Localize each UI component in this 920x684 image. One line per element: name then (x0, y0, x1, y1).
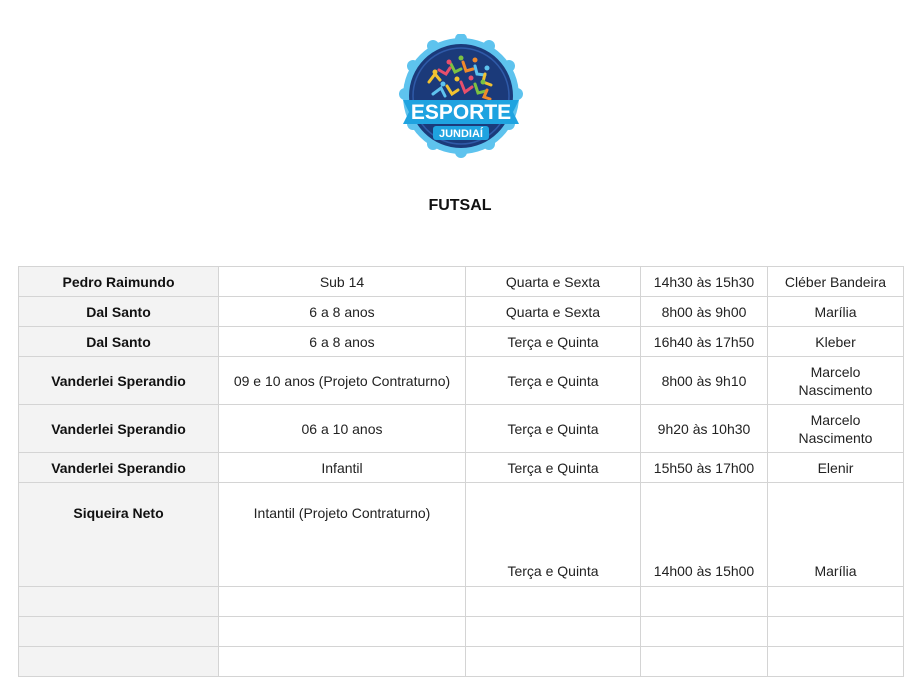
schedule-table (18, 266, 904, 677)
age-group-cell: 6 a 8 anos (219, 327, 466, 357)
venue-cell: Pedro Raimundo (19, 267, 219, 297)
table-row (19, 297, 904, 327)
logo-word-sub: JUNDIAÍ (438, 128, 484, 140)
days-cell: Quarta e Sexta (466, 297, 641, 327)
age-group-cell (219, 587, 466, 617)
table-row (19, 587, 904, 617)
instructor-cell: Cléber Bandeira (768, 267, 904, 297)
venue-cell: Vanderlei Sperandio (19, 357, 219, 405)
venue-cell: Siqueira Neto (19, 483, 219, 587)
instructor-cell (768, 647, 904, 677)
instructor-cell: Marília (768, 297, 904, 327)
age-group-cell (219, 617, 466, 647)
venue-cell: Dal Santo (19, 327, 219, 357)
instructor-cell: Marcelo Nascimento (768, 405, 904, 453)
venue-cell: Vanderlei Sperandio (19, 453, 219, 483)
days-cell: Terça e Quinta (466, 483, 641, 587)
days-cell (466, 587, 641, 617)
table-row (19, 327, 904, 357)
age-group-cell (219, 647, 466, 677)
time-cell: 14h00 às 15h00 (641, 483, 768, 587)
age-group-cell: Sub 14 (219, 267, 466, 297)
age-group-cell: Infantil (219, 453, 466, 483)
time-cell (641, 647, 768, 677)
days-cell: Terça e Quinta (466, 405, 641, 453)
time-cell: 14h30 às 15h30 (641, 267, 768, 297)
instructor-cell: Kleber (768, 327, 904, 357)
table-row (19, 483, 904, 587)
esporte-jundiai-logo (399, 34, 523, 158)
time-cell: 8h00 às 9h10 (641, 357, 768, 405)
venue-cell (19, 647, 219, 677)
logo-badge-icon (399, 34, 523, 158)
age-group-cell: Intantil (Projeto Contraturno) (219, 483, 466, 587)
table-row (19, 453, 904, 483)
table-row (19, 267, 904, 297)
venue-cell (19, 587, 219, 617)
venue-cell: Dal Santo (19, 297, 219, 327)
time-cell (641, 617, 768, 647)
instructor-cell (768, 587, 904, 617)
days-cell (466, 617, 641, 647)
venue-cell (19, 617, 219, 647)
table-row (19, 647, 904, 677)
time-cell: 15h50 às 17h00 (641, 453, 768, 483)
days-cell: Quarta e Sexta (466, 267, 641, 297)
instructor-cell: Marcelo Nascimento (768, 357, 904, 405)
time-cell (641, 587, 768, 617)
table-row (19, 357, 904, 405)
time-cell: 16h40 às 17h50 (641, 327, 768, 357)
days-cell: Terça e Quinta (466, 357, 641, 405)
logo-word-main: ESPORTE (410, 101, 512, 124)
time-cell: 9h20 às 10h30 (641, 405, 768, 453)
table-row (19, 617, 904, 647)
instructor-cell: Marília (768, 483, 904, 587)
days-cell: Terça e Quinta (466, 327, 641, 357)
page-title: FUTSAL (428, 197, 492, 214)
instructor-cell: Elenir (768, 453, 904, 483)
venue-cell: Vanderlei Sperandio (19, 405, 219, 453)
age-group-cell: 09 e 10 anos (Projeto Contraturno) (219, 357, 466, 405)
table-row (19, 405, 904, 453)
age-group-cell: 06 a 10 anos (219, 405, 466, 453)
time-cell: 8h00 às 9h00 (641, 297, 768, 327)
age-group-cell: 6 a 8 anos (219, 297, 466, 327)
days-cell: Terça e Quinta (466, 453, 641, 483)
instructor-cell (768, 617, 904, 647)
days-cell (466, 647, 641, 677)
